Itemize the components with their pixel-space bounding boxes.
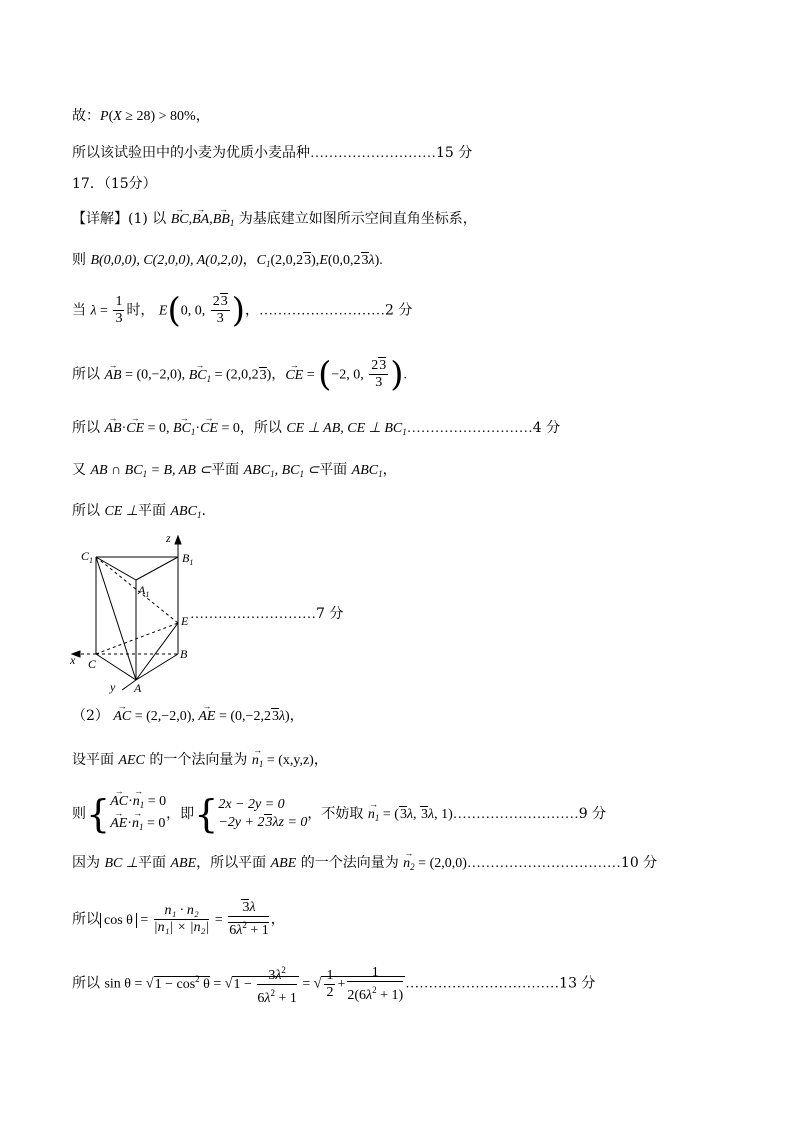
vector-n1: → $n_1$	[252, 751, 264, 774]
plane-conclusion	[72, 501, 206, 525]
symbol-x: X	[113, 109, 122, 124]
vector-ab: → AB	[104, 419, 121, 439]
fraction-one-third: $\frac{1}{3}$	[115, 294, 123, 326]
vector-bb1: → $BB_1$	[213, 210, 235, 233]
text: 所以	[72, 911, 100, 928]
prism-figure	[66, 528, 206, 696]
equals-zero: = 0	[217, 421, 240, 436]
plane-abc1: $ABC_1$	[170, 504, 202, 520]
text: 因为	[72, 855, 105, 871]
text: 所以	[72, 420, 105, 436]
label-z: z	[166, 531, 171, 545]
equals-zero: = 0,	[144, 421, 174, 436]
vector-ce: → CE	[200, 419, 218, 439]
text: 则	[72, 252, 91, 268]
equals: =	[303, 367, 319, 383]
wheat-conclusion	[72, 143, 472, 164]
figure-score	[190, 604, 343, 625]
conclusion-text: 所以该试验田中的小麦为优质小麦品种	[72, 145, 310, 161]
vector-bc: → BC	[171, 210, 189, 230]
inequality: ≥ 28	[121, 109, 151, 124]
text: ，	[270, 911, 285, 928]
equals: =	[209, 976, 225, 992]
equals: =	[96, 303, 112, 319]
text: 平面	[138, 855, 171, 871]
text: ，	[382, 462, 397, 478]
coord-text: −2, 0,	[331, 367, 368, 383]
question-heading: 17．（15分）	[72, 176, 157, 192]
vector-ac: → AC	[113, 707, 131, 727]
label-x: x	[70, 653, 76, 667]
symbol-p: P	[100, 109, 109, 124]
sine-root3: √ $\frac{1}{2}$ + $\frac{1}{2(6\lambda^2 + 1)}$	[313, 965, 404, 1003]
cosine-formula	[72, 900, 285, 939]
equals: =	[136, 912, 152, 928]
line-c1a	[96, 557, 136, 680]
score-label: 7 分	[316, 606, 344, 622]
edge-b1a1	[136, 557, 178, 580]
label-c1: $C_1$	[81, 549, 94, 565]
text: 所以	[72, 366, 105, 383]
text: 平面	[138, 503, 171, 519]
plane-abe: ABE	[170, 856, 197, 871]
detail-part1-intro: 【详解】(1) 以 → $BC,\to BA,\to BB_1$ 为基底建立如图所示空间直角坐标系，	[72, 209, 477, 233]
equation-system: 2x − 2y = 0 −2y + 23λz = 0	[218, 797, 308, 830]
intersection-line	[72, 460, 397, 484]
vector-ab: → AB	[104, 366, 121, 386]
perp-relation: CE ⊥ AB, CE ⊥ $BC_1$	[286, 421, 407, 437]
score-label: 13 分	[559, 975, 596, 992]
text: ，即	[166, 806, 195, 822]
coord-text: 0, 0,	[180, 303, 209, 319]
n1-value: = (3λ, 3λ, 1)	[379, 807, 453, 822]
normal-vector-setup	[72, 750, 328, 774]
equals: =	[211, 912, 227, 928]
label-c: C	[88, 657, 97, 671]
perpendicular-check	[72, 418, 560, 442]
lambda: λ	[90, 303, 97, 319]
text: 为基底建立如图所示空间直角坐标系，	[234, 211, 477, 227]
score-dots: ………………………	[190, 607, 316, 622]
score-dots: ………………………	[258, 303, 385, 319]
text: （2）	[72, 708, 114, 724]
vector-bc1: → $BC_1$	[173, 419, 195, 442]
vector-ab-value: = (0,−2,0),	[121, 367, 189, 383]
lambda-case: 当 λ = $\frac{1}{3}$ 时， E(0, 0, $\frac{23}{3}$ )，………………………2 分	[72, 290, 413, 331]
text: 则	[72, 806, 86, 822]
text: 的一个法向量为	[296, 855, 404, 871]
text: 设平面	[72, 752, 119, 768]
intersection-rel: AB ∩ $BC_1 = B$, AB ⊂	[90, 463, 212, 479]
perp-relation: CE ⊥	[104, 504, 139, 519]
text: ，所以平面	[196, 855, 271, 871]
label-y: y	[110, 680, 116, 694]
text: 的一个法向量为	[144, 752, 252, 768]
text: .	[201, 503, 206, 519]
line-c1e	[96, 557, 178, 623]
score-label: 10 分	[620, 855, 658, 871]
point-e: E	[319, 253, 328, 268]
vector-ce: → CE	[285, 366, 303, 386]
dot-operator: ·	[195, 421, 201, 436]
label-b1: $B_1$	[182, 551, 194, 567]
label-b: B	[180, 647, 188, 661]
plane-abe-normal	[72, 853, 657, 877]
cosine-fraction: $\frac{\text{n₁ · n₂}}{\text{|n₁| × |n₂|}}$	[153, 903, 210, 935]
vector-values: 所以 → AB = (0,−2,0), → $BC_1 = (2,0,23)$，→ CE = (−2, 0, $\frac{23}{3}$ ).	[72, 358, 407, 391]
coord-c1: $C_1$	[256, 253, 271, 269]
label-a1: $A_1$	[138, 583, 150, 599]
point-e: E	[158, 303, 168, 319]
edge-ca	[96, 654, 136, 680]
coords-bca: B(0,0,0), C(2,0,0), A(0,2,0)	[90, 253, 243, 268]
part2-vectors	[72, 706, 304, 727]
text: ，所以	[239, 420, 287, 436]
label-e: E	[181, 614, 189, 628]
vector-bc1: → $BC_1$	[189, 366, 211, 389]
dot-operator: ·	[121, 421, 127, 436]
score-dots: ………………………	[310, 146, 436, 161]
score-dots: ………………………	[452, 807, 579, 822]
vector-ae-value: = (0,−2,23λ)，	[215, 709, 304, 724]
text: 当	[72, 302, 91, 319]
coord-e-value: (0,0,23λ).	[327, 253, 383, 268]
sin-theta: sin θ =	[104, 976, 146, 992]
abs-cos-theta: cos θ	[100, 913, 137, 928]
text: 时，	[126, 302, 159, 319]
score-label: 4 分	[532, 420, 561, 436]
plane-abe: ABE	[270, 856, 297, 871]
text: 【详解】(1) 以	[72, 211, 171, 227]
vector-n2: → $n_2$	[403, 854, 415, 877]
n2-value: = (2,0,0)	[414, 856, 467, 871]
text: 平面	[211, 462, 244, 478]
bc1-subset: , $BC_1$ ⊂	[274, 463, 320, 479]
fraction-2sqrt3-3: $\frac{23}{3}$	[212, 294, 228, 326]
inequality-result: > 80%，	[155, 109, 210, 124]
coordinates-line	[72, 250, 383, 274]
cosine-value: $\frac{3\lambda}{6\lambda^2 + 1}$	[229, 900, 269, 938]
line-ae	[136, 623, 178, 680]
text: 所以	[72, 975, 105, 992]
text: ，	[244, 302, 259, 319]
text: 故：	[72, 108, 100, 124]
sine-formula: 所以 $\sin \theta = √1 - \cos^2 \theta = √1$ − $\frac{3\lambda^2}{6\lambda^2 + 1}$ = √ $\frac{1}{2}$ + $\frac{1}{2(6\lambda^2 + 1)}$ ……………………………13 分	[72, 962, 595, 1007]
vector-ba: → BA	[192, 210, 209, 230]
plane-abc1: $ABC_1$	[351, 463, 383, 479]
text: ，	[242, 252, 257, 268]
text: 又	[72, 462, 91, 478]
edge-ba	[136, 654, 178, 680]
text: 所以	[72, 503, 105, 519]
plane-aec: AEC	[118, 753, 145, 768]
vector-n1: → $n_1$	[368, 805, 380, 828]
line-ce	[96, 623, 178, 654]
probability-conclusion: 故：P(X ≥ 28) > 80%，	[72, 108, 210, 124]
n1-components: = (x,y,z)，	[263, 753, 328, 768]
score-label: 9 分	[578, 806, 607, 822]
score-dots: ……………………………	[405, 976, 560, 992]
vector-ac-value: = (2,−2,0),	[131, 709, 199, 724]
fraction-2sqrt3-3: $\frac{23}{3}$	[371, 358, 387, 390]
sine-root2: √1 − $\frac{3\lambda^2}{6\lambda^2 + 1}$	[225, 976, 299, 992]
sine-root1: $√1 - \cos^2 \theta$	[145, 973, 210, 992]
vector-ce: → CE	[126, 419, 144, 439]
vector-bc1-value: = (2,0,23)，	[211, 367, 286, 383]
dot-product-system: → $AC\cdot\to n_1 = 0$ → $AE\cdot\to n_1 = 0$	[110, 792, 166, 836]
score-dots: ………………………	[406, 421, 533, 436]
normal-vector-system: 则{→ $AC\cdot\to n_1 = 0$ → $AE\cdot\to n_1 = 0$，即{2x − 2y = 0 −2y + 23λz = 0，不妨取 → $n_1 = (3\lambda$, 3λ, 1)………………………9 分	[72, 792, 606, 836]
plane-abc1: $ABC_1$	[243, 463, 275, 479]
label-a: A	[134, 681, 142, 695]
score-dots: ……………………………	[466, 856, 621, 871]
vector-ae: → AE	[198, 707, 215, 727]
text: ，不妨取	[307, 806, 368, 822]
perp-relation: BC ⊥	[104, 856, 139, 871]
score-label: 2 分	[384, 302, 413, 319]
score-label: 15 分	[436, 145, 473, 161]
coord-c1-value: (2,0,23),	[270, 253, 320, 268]
text: 平面	[319, 462, 352, 478]
